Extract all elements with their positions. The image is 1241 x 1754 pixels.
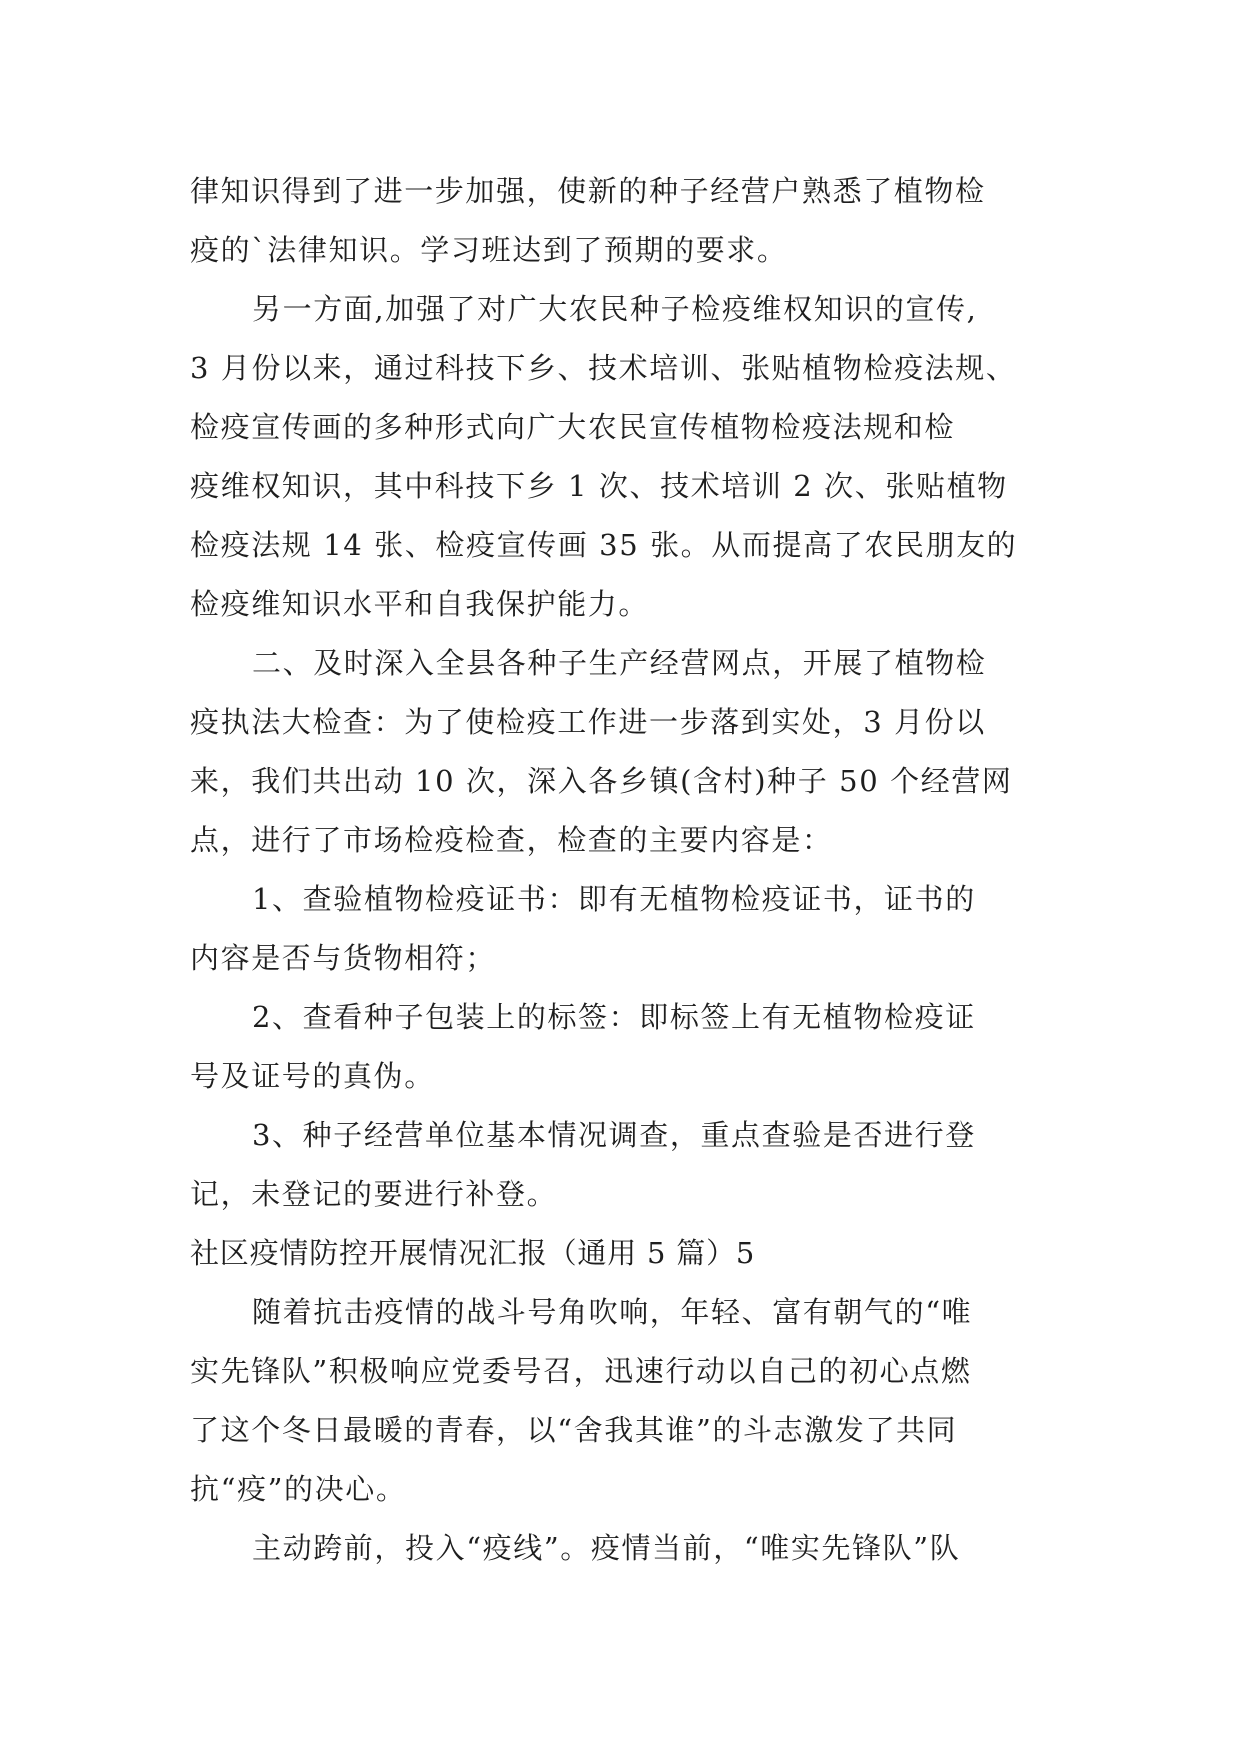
text-line: 检疫宣传画的多种形式向广大农民宣传植物检疫法规和检	[190, 410, 956, 444]
text-line: 检疫维知识水平和自我保护能力。	[190, 587, 650, 621]
list-item-line: 2、查看种子包装上的标签：即标签上有无植物检疫证	[252, 1000, 976, 1034]
list-item-line: 1、查验植物检疫证书：即有无植物检疫证书，证书的	[252, 882, 976, 916]
paragraph-start-line: 随着抗击疫情的战斗号角吹响，年轻、富有朝气的“唯	[252, 1295, 973, 1329]
text-line: 实先锋队”积极响应党委号召，迅速行动以自己的初心点燃	[190, 1354, 972, 1388]
text-line: 抗“疫”的决心。	[190, 1472, 407, 1506]
paragraph-start-line: 二、及时深入全县各种子生产经营网点，开展了植物检	[252, 646, 987, 680]
text-line: 了这个冬日最暖的青春，以“舍我其谁”的斗志激发了共同	[190, 1413, 958, 1447]
text-line: 号及证号的真伪。	[190, 1059, 435, 1093]
document-body	[190, 162, 1080, 1578]
text-line: 疫执法大检查：为了使检疫工作进一步落到实处，3 月份以	[190, 705, 986, 739]
paragraph-start-line: 另一方面,加强了对广大农民种子检疫维权知识的宣传,	[252, 292, 978, 326]
text-line: 来，我们共出动 10 次，深入各乡镇(含村)种子 50 个经营网	[190, 764, 1013, 798]
section-heading: 社区疫情防控开展情况汇报（通用 5 篇）5	[190, 1236, 756, 1270]
text-line: 记，未登记的要进行补登。	[190, 1177, 558, 1211]
text-line: 疫的`法律知识。学习班达到了预期的要求。	[190, 233, 788, 267]
list-item-line: 3、种子经营单位基本情况调查，重点查验是否进行登	[252, 1118, 976, 1152]
paragraph-start-line: 主动跨前，投入“疫线”。疫情当前，“唯实先锋队”队	[252, 1531, 961, 1565]
text-line: 点，进行了市场检疫检查，检查的主要内容是：	[190, 823, 833, 857]
text-line: 内容是否与货物相符；	[190, 941, 497, 975]
text-line: 律知识得到了进一步加强，使新的种子经营户熟悉了植物检	[190, 174, 986, 208]
text-line: 疫维权知识，其中科技下乡 1 次、技术培训 2 次、张贴植物	[190, 469, 1008, 503]
text-line: 检疫法规 14 张、检疫宣传画 35 张。从而提高了农民朋友的	[190, 528, 1018, 562]
text-line: 3 月份以来，通过科技下乡、技术培训、张贴植物检疫法规、	[190, 351, 1017, 385]
